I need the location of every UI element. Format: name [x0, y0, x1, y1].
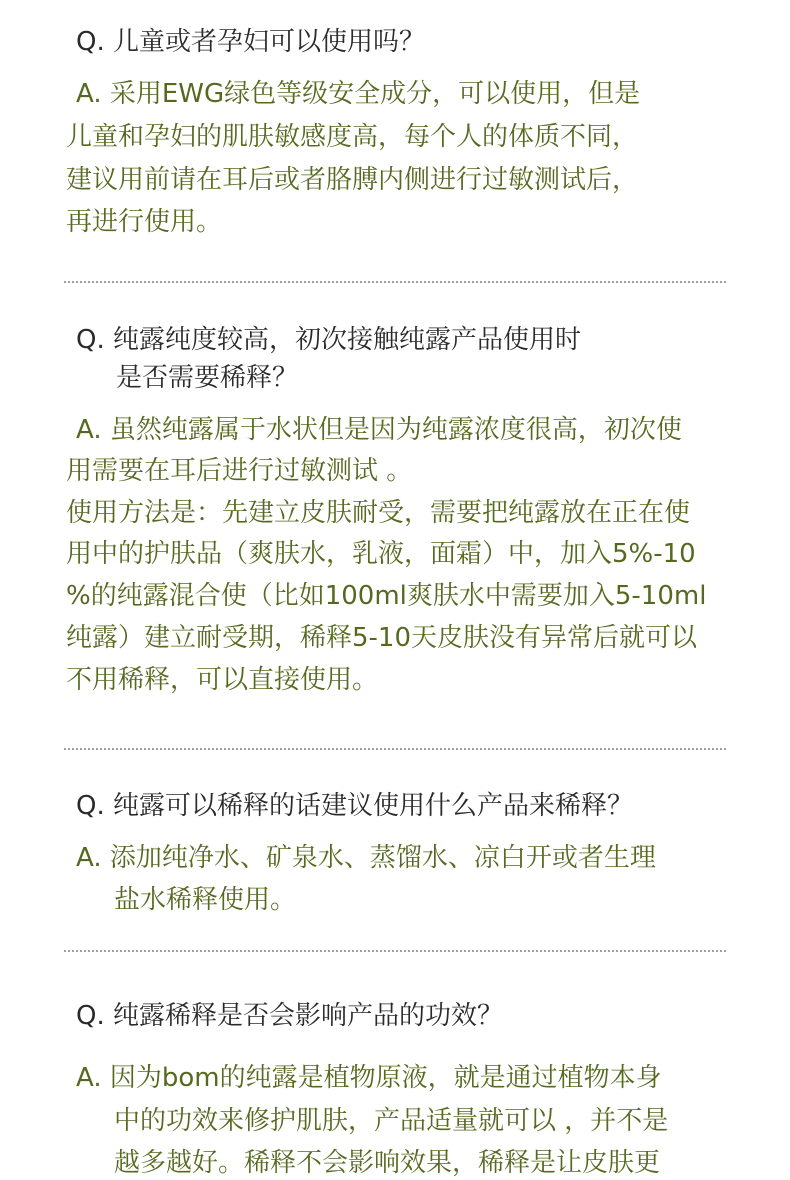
faq-2-answer-line-7: 不用稀释，可以直接使用。 — [66, 665, 379, 695]
faq-2-answer-line-3: 使用方法是：先建立皮肤耐受，需要把纯露放在正在使 — [66, 498, 691, 528]
faq-4-answer-line-2: 中的功效来修护肌肤，产品适量就可以 ，并不是 — [114, 1106, 669, 1136]
faq-1-answer-line-2: 儿童和孕妇的肌肤敏感度高，每个人的体质不同， — [66, 122, 639, 152]
faq-4-answer-line-1: A. 因为bom的纯露是植物原液，就是通过植物本身 — [76, 1063, 662, 1093]
faq-2-answer-line-5: %的纯露混合使（比如100ml爽肤水中需要加入5-10ml — [66, 581, 707, 611]
faq-3-answer-line-2: 盐水稀释使用。 — [114, 885, 297, 915]
faq-1-answer-line-3: 建议用前请在耳后或者胳膊内侧进行过敏测试后， — [66, 165, 639, 195]
section-divider — [64, 748, 726, 750]
faq-2-question-line-1: Q. 纯露纯度较高，初次接触纯露产品使用时 — [76, 325, 581, 355]
faq-2-answer-line-2: 用需要在耳后进行过敏测试 。 — [66, 456, 413, 486]
faq-2-question-line-2: 是否需要稀释？ — [116, 363, 299, 393]
faq-2-answer-line-1: A. 虽然纯露属于水状但是因为纯露浓度很高，初次使 — [76, 415, 682, 445]
faq-2-answer-line-6: 纯露）建立耐受期，稀释5-10天皮肤没有异常后就可以 — [66, 623, 698, 653]
faq-1-question-line-1: Q. 儿童或者孕妇可以使用吗？ — [76, 27, 425, 57]
faq-3-answer-line-1: A. 添加纯净水、矿泉水、蒸馏水、凉白开或者生理 — [76, 843, 656, 873]
faq-4-answer-line-3: 越多越好。稀释不会影响效果，稀释是让皮肤更 — [114, 1148, 661, 1178]
faq-2-answer-line-4: 用中的护肤品（爽肤水，乳液，面霜）中，加入5%-10 — [66, 539, 696, 569]
faq-1-answer-line-1: A. 采用EWG绿色等级安全成分，可以使用，但是 — [76, 79, 641, 109]
section-divider — [64, 281, 726, 283]
faq-4-question-line-1: Q. 纯露稀释是否会影响产品的功效？ — [76, 1001, 503, 1031]
faq-3-question-line-1: Q. 纯露可以稀释的话建议使用什么产品来稀释？ — [76, 791, 633, 821]
section-divider — [64, 950, 726, 952]
faq-1-answer-line-4: 再进行使用。 — [66, 207, 223, 237]
